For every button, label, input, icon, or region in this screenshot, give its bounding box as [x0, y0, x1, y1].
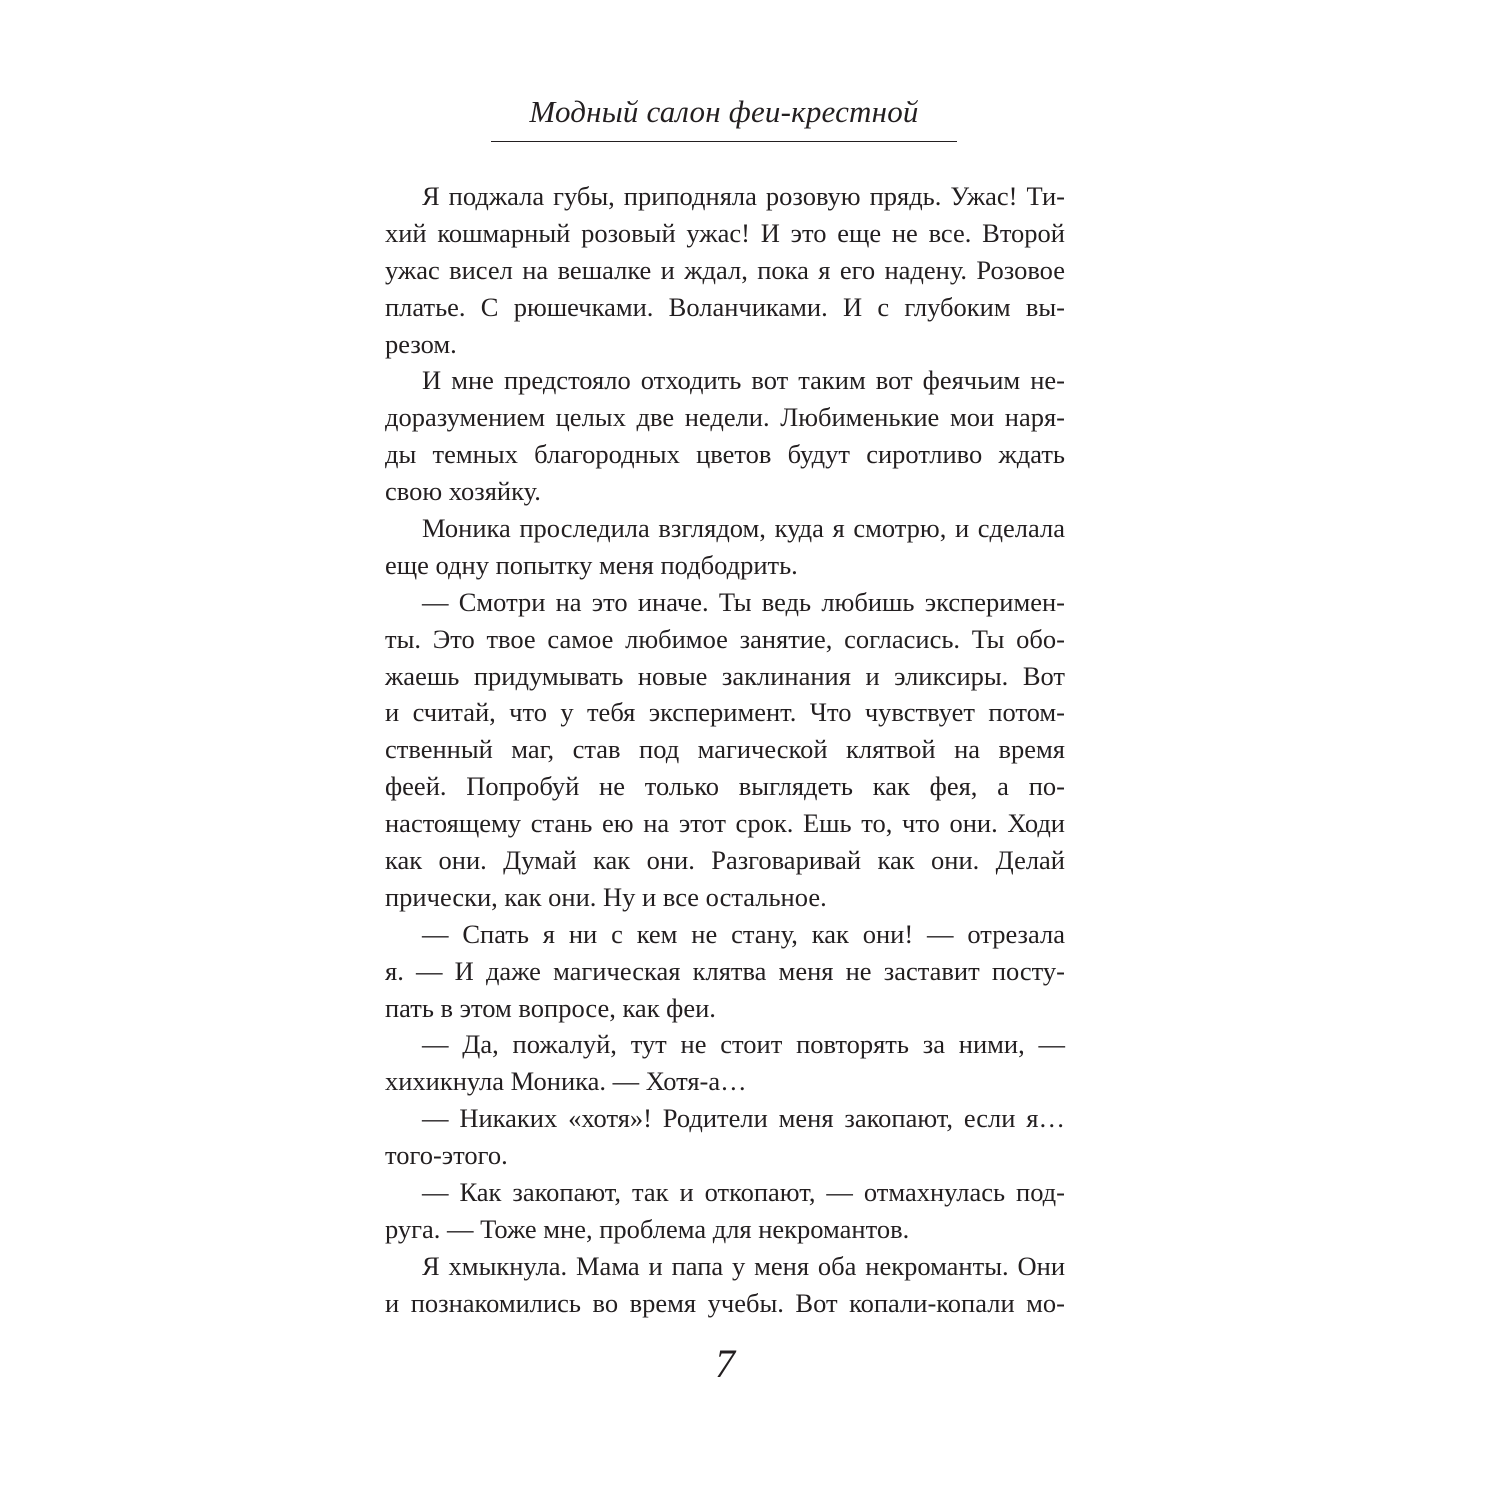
text-line: — Никаких «хотя»! Родители меня закопают, если я… — [422, 1103, 1065, 1134]
text-line: жаешь придумывать новые заклинания и эликсиры. Вот — [385, 660, 1065, 691]
text-line: резом. — [385, 328, 457, 359]
text-line: руга. — Тоже мне, проблема для некромантов. — [385, 1213, 910, 1244]
text-line: — Спать я ни с кем не стану, как они! — отрезала — [422, 918, 1065, 949]
running-head — [491, 92, 957, 144]
text-line: настоящему стань ею на этот срок. Ешь то, что они. Ходи — [385, 808, 1065, 839]
text-line: Я хмыкнула. Мама и папа у меня оба некроманты. Они — [422, 1250, 1065, 1281]
running-head-title: Модный салон феи-крестной — [529, 94, 919, 129]
text-line: — Как закопают, так и откопают, — отмахнулась под- — [422, 1177, 1065, 1208]
text-line: я. — И даже магическая клятва меня не заставит посту- — [385, 955, 1065, 986]
text-line: и познакомились во время учебы. Вот копали-копали мо- — [385, 1287, 1065, 1318]
text-line: ужас висел на вешалке и ждал, пока я его надену. Розовое — [385, 254, 1065, 285]
running-head-rule — [491, 141, 957, 142]
text-line: — Да, пожалуй, тут не стоит повторять за ними, — — [422, 1029, 1065, 1060]
text-line: хихикнула Моника. — Хотя-а… — [385, 1066, 747, 1097]
text-line: И мне предстояло отходить вот таким вот феячьим не- — [422, 365, 1065, 396]
text-line: Моника проследила взглядом, куда я смотрю, и сделала — [422, 513, 1065, 544]
text-line: феей. Попробуй не только выглядеть как фея, а по- — [385, 771, 1065, 802]
text-line: как они. Думай как они. Разговаривай как они. Делай — [385, 845, 1065, 876]
text-line: — Смотри на это иначе. Ты ведь любишь эксперимен- — [422, 586, 1065, 617]
text-line: прически, как они. Ну и все остальное. — [385, 881, 827, 912]
page-number: 7 — [715, 1341, 735, 1386]
text-line: еще одну попытку меня подбодрить. — [385, 549, 798, 580]
text-line: доразумением целых две недели. Любименькие мои наря- — [385, 402, 1065, 433]
text-line: и считай, что у тебя эксперимент. Что чувствует потом- — [385, 697, 1065, 728]
text-line: ды темных благородных цветов будут сиротливо ждать — [385, 439, 1065, 470]
body-text — [385, 178, 1065, 1322]
text-line: ственный маг, став под магической клятвой на время — [385, 734, 1065, 765]
text-line: свою хозяйку. — [385, 476, 541, 507]
text-line: Я поджала губы, приподняла розовую прядь. Ужас! Ти- — [422, 181, 1065, 211]
text-line: пать в этом вопросе, как феи. — [385, 992, 716, 1023]
text-line: платье. С рюшечками. Воланчиками. И с глубоким вы- — [385, 291, 1065, 322]
text-line: хий кошмарный розовый ужас! И это еще не все. Второй — [385, 217, 1065, 248]
text-line: ты. Это твое самое любимое занятие, согласись. Ты обо- — [385, 623, 1065, 654]
text-line: того-этого. — [385, 1140, 508, 1171]
